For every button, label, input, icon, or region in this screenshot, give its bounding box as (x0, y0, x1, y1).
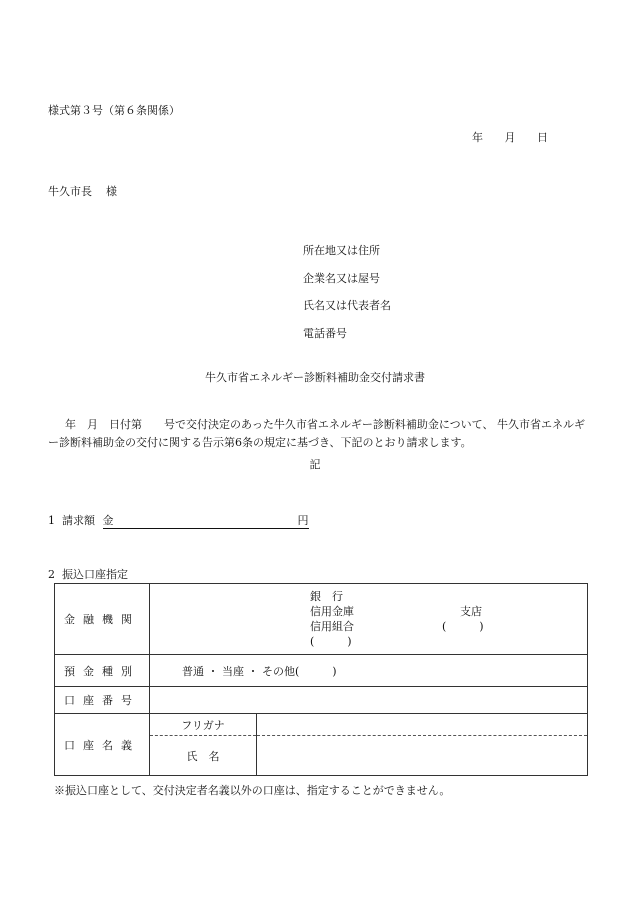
addressee (48, 183, 117, 199)
item-request-amount (48, 512, 309, 529)
account-number-field[interactable] (150, 687, 588, 714)
item2-label: 振込口座指定 (62, 568, 128, 581)
account-holder-label: 口座名義 (55, 714, 150, 776)
applicant-name: 氏名又は代表者名 (303, 299, 391, 312)
date-line: 年 月 日 (472, 131, 548, 144)
holder-name-label: 氏 名 (150, 736, 257, 776)
body-text: 年 月 日付第 号で交付決定のあった牛久市省エネルギー診断料補助金について、 牛久市省エネルギー診断料補助金の交付に関する告示第6条の規定に基づき、下記のとおり請求します。 (48, 418, 585, 449)
deposit-type-label: 預金種別 (55, 655, 150, 687)
inst-shinkin: 信用金庫 (310, 605, 354, 618)
addressee-name: 牛久市長 (48, 185, 92, 198)
applicant-phone: 電話番号 (303, 326, 347, 340)
item-bank-account (48, 566, 128, 582)
branch-label: 支店 (460, 605, 482, 618)
inst-bank: 銀 行 (310, 590, 343, 603)
furigana-label: フリガナ (150, 714, 257, 736)
applicant-address: 所在地又は住所 (303, 244, 380, 257)
institution-cell[interactable] (150, 584, 588, 655)
item1-label: 請求額 (62, 514, 95, 527)
inst-other: ( ) (310, 635, 352, 648)
amount-prefix: 金 (102, 514, 114, 527)
account-number-label: 口座番号 (55, 687, 150, 714)
holder-name-field[interactable] (257, 736, 588, 776)
amount-field[interactable] (103, 512, 309, 529)
document-title: 牛久市省エネルギー診断料補助金交付請求書 (205, 371, 425, 384)
bank-account-table (54, 583, 588, 776)
furigana-field[interactable] (257, 714, 588, 736)
addressee-honorific: 様 (106, 185, 117, 198)
form-number: 様式第３号（第６条関係） (48, 104, 180, 117)
amount-suffix: 円 (297, 514, 309, 527)
inst-kumiai: 信用組合 (310, 620, 354, 633)
ki-mark: 記 (309, 458, 321, 471)
item2-number: 2 (48, 568, 55, 581)
applicant-fields (303, 237, 391, 347)
footnote: ※振込口座として、交付決定者名義以外の口座は、指定することができません。 (54, 784, 451, 797)
deposit-type-options[interactable]: 普通 ・ 当座 ・ その他( ) (150, 655, 588, 687)
institution-label: 金融機関 (55, 584, 150, 655)
applicant-company: 企業名又は屋号 (303, 271, 380, 285)
item1-number: 1 (48, 514, 55, 527)
branch-paren: ( ) (442, 620, 484, 633)
